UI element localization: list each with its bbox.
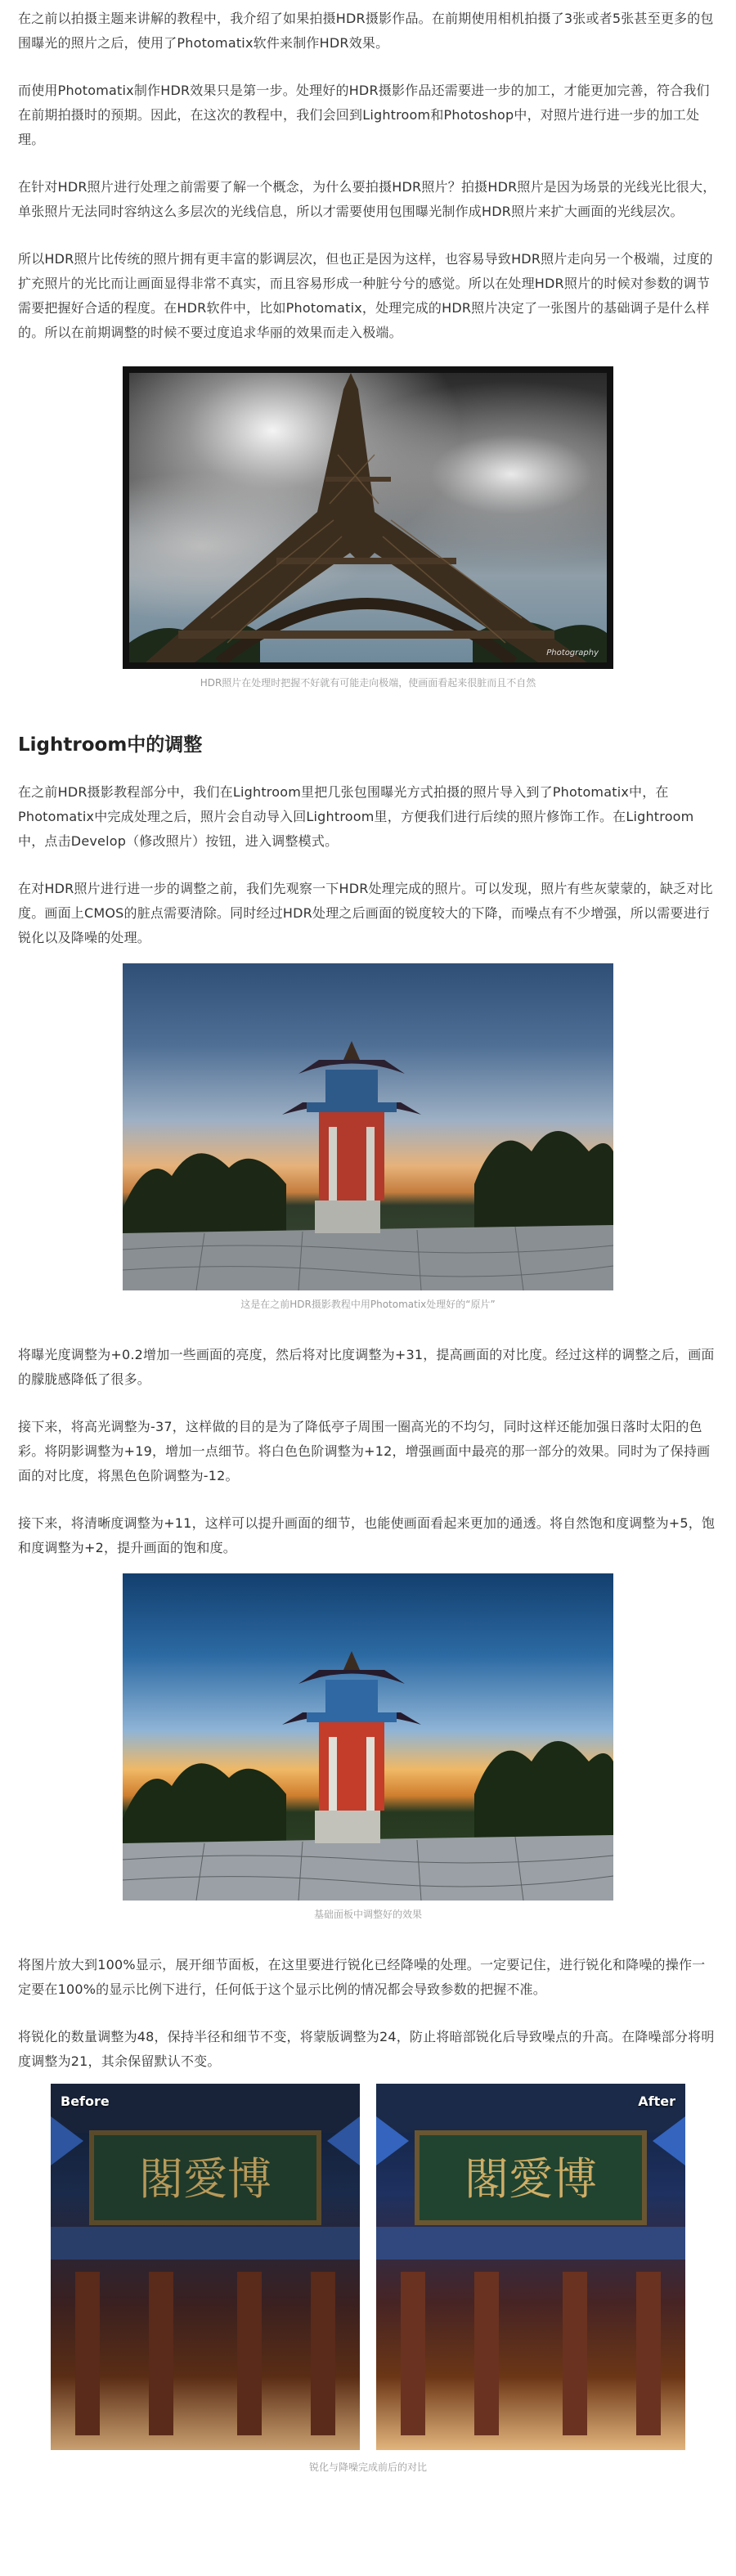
image-watermark: Photography <box>546 648 599 657</box>
sharpen-paragraph-1: 将图片放大到100%显示，展开细节面板，在这里要进行锐化已经降噪的处理。一定要记住，进行锐化和降噪的操作一定要在100%的显示比例下进行，任何低于这个显示比例的情况都会导致参数的把握不准。 <box>18 1957 706 1997</box>
section-paragraph-1: 在之前HDR摄影教程部分中，我们在Lightroom里把几张包围曝光方式拍摄的照片导入到了Photomatix中，在Photomatix中完成处理之后，照片会自动导入回Lightroom里，方便我们进行后续的照片修饰工作。在Lightroom中，点击Develop（修改照片）按钮，进入调整模式。 <box>18 784 694 849</box>
pavilion-adjusted-image <box>123 1573 613 1901</box>
before-after-row <box>18 2084 718 2450</box>
adjust-paragraph-3: 接下来，将清晰度调整为+11，这样可以提升画面的细节，也能使画面看起来更加的通透。将自然饱和度调整为+5，饱和度调整为+2，提升画面的饱和度。 <box>18 1515 716 1555</box>
eiffel-caption: HDR照片在处理时把握不好就有可能走向极端，使画面看起来很脏而且不自然 <box>200 677 536 689</box>
sharpen-paragraph-2: 将锐化的数量调整为48，保持半径和细节不变，将蒙版调整为24，防止将暗部锐化后导致噪点的升高。在降噪部分将明度调整为21，其余保留默认不变。 <box>18 2029 715 2069</box>
after-illustration <box>376 2084 685 2450</box>
intro-paragraph-4: 所以HDR照片比传统的照片拥有更丰富的影调层次，但也正是因为这样，也容易导致HDR照片走向另一个极端，过度的扩充照片的光比而让画面显得非常不真实，而且容易形成一种脏兮兮的感觉。所以在处理HDR照片的时候对参数的调节需要把握好合适的程度。在HDR软件中，比如Photomatix，处理完成的HDR照片决定了一张图片的基础调子是什么样的。所以在前期调整的时候不要过度追求华丽的效果而走入极端。 <box>18 251 713 340</box>
before-image <box>51 2084 360 2450</box>
before-after-figure <box>18 2084 718 2475</box>
adjust-paragraph-2: 接下来，将高光调整为-37，这样做的目的是为了降低亭子周围一圈高光的不均匀，同时这样还能加强日落时太阳的色彩。将阴影调整为+19，增加一点细节。将白色色阶调整为+12，增强画面中最亮的那一部分的效果。同时为了保持画面的对比度，将黑色色阶调整为-12。 <box>18 1419 711 1483</box>
eiffel-tower-illustration <box>129 373 607 662</box>
pavilion-adjusted-caption: 基础面板中调整好的效果 <box>313 1909 422 1920</box>
eiffel-figure <box>18 366 718 690</box>
pavilion-original-figure <box>18 963 718 1312</box>
adjust-paragraph-1: 将曝光度调整为+0.2增加一些画面的亮度，然后将对比度调整为+31，提高画面的对比度。经过这样的调整之后，画面的朦胧感降低了很多。 <box>18 1347 715 1387</box>
after-label: After <box>638 2094 675 2109</box>
eiffel-tower-image <box>123 366 613 669</box>
intro-paragraph-2: 而使用Photomatix制作HDR效果只是第一步。处理好的HDR摄影作品还需要进一步的加工，才能更加完善，符合我们在前期拍摄时的预期。因此，在这次的教程中，我们会回到Lightroom和Photoshop中，对照片进行进一步的加工处理。 <box>18 83 710 147</box>
before-after-caption: 锐化与降噪完成前后的对比 <box>308 2462 427 2473</box>
plaque-text-before: 閣愛博 <box>139 2153 272 2205</box>
before-label: Before <box>61 2094 110 2109</box>
intro-paragraph-1: 在之前以拍摄主题来讲解的教程中，我介绍了如果拍摄HDR摄影作品。在前期使用相机拍摄了3张或者5张甚至更多的包围曝光的照片之后，使用了Photomatix软件来制作HDR效果。 <box>18 11 714 51</box>
pavilion-adjusted-illustration <box>123 1573 613 1901</box>
section-title: Lightroom中的调整 <box>18 734 203 756</box>
after-image <box>376 2084 685 2450</box>
pavilion-original-caption: 这是在之前HDR摄影教程中用Photomatix处理好的“原片” <box>240 1299 496 1310</box>
section-paragraph-2: 在对HDR照片进行进一步的调整之前，我们先观察一下HDR处理完成的照片。可以发现，照片有些灰蒙蒙的，缺乏对比度。画面上CMOS的脏点需要清除。同时经过HDR处理之后画面的锐度较大的下降，而噪点有不少增强，所以需要进行锐化以及降噪的处理。 <box>18 881 713 945</box>
plaque-text-after: 閣愛博 <box>464 2153 597 2205</box>
pavilion-adjusted-figure <box>18 1573 718 1922</box>
pavilion-original-image <box>123 963 613 1290</box>
before-illustration <box>51 2084 360 2450</box>
pavilion-illustration <box>123 963 613 1290</box>
intro-paragraph-3: 在针对HDR照片进行处理之前需要了解一个概念，为什么要拍摄HDR照片？拍摄HDR照片是因为场景的光线光比很大，单张照片无法同时容纳这么多层次的光线信息，所以才需要使用包围曝光制作成HDR照片来扩大画面的光线层次。 <box>18 179 716 219</box>
